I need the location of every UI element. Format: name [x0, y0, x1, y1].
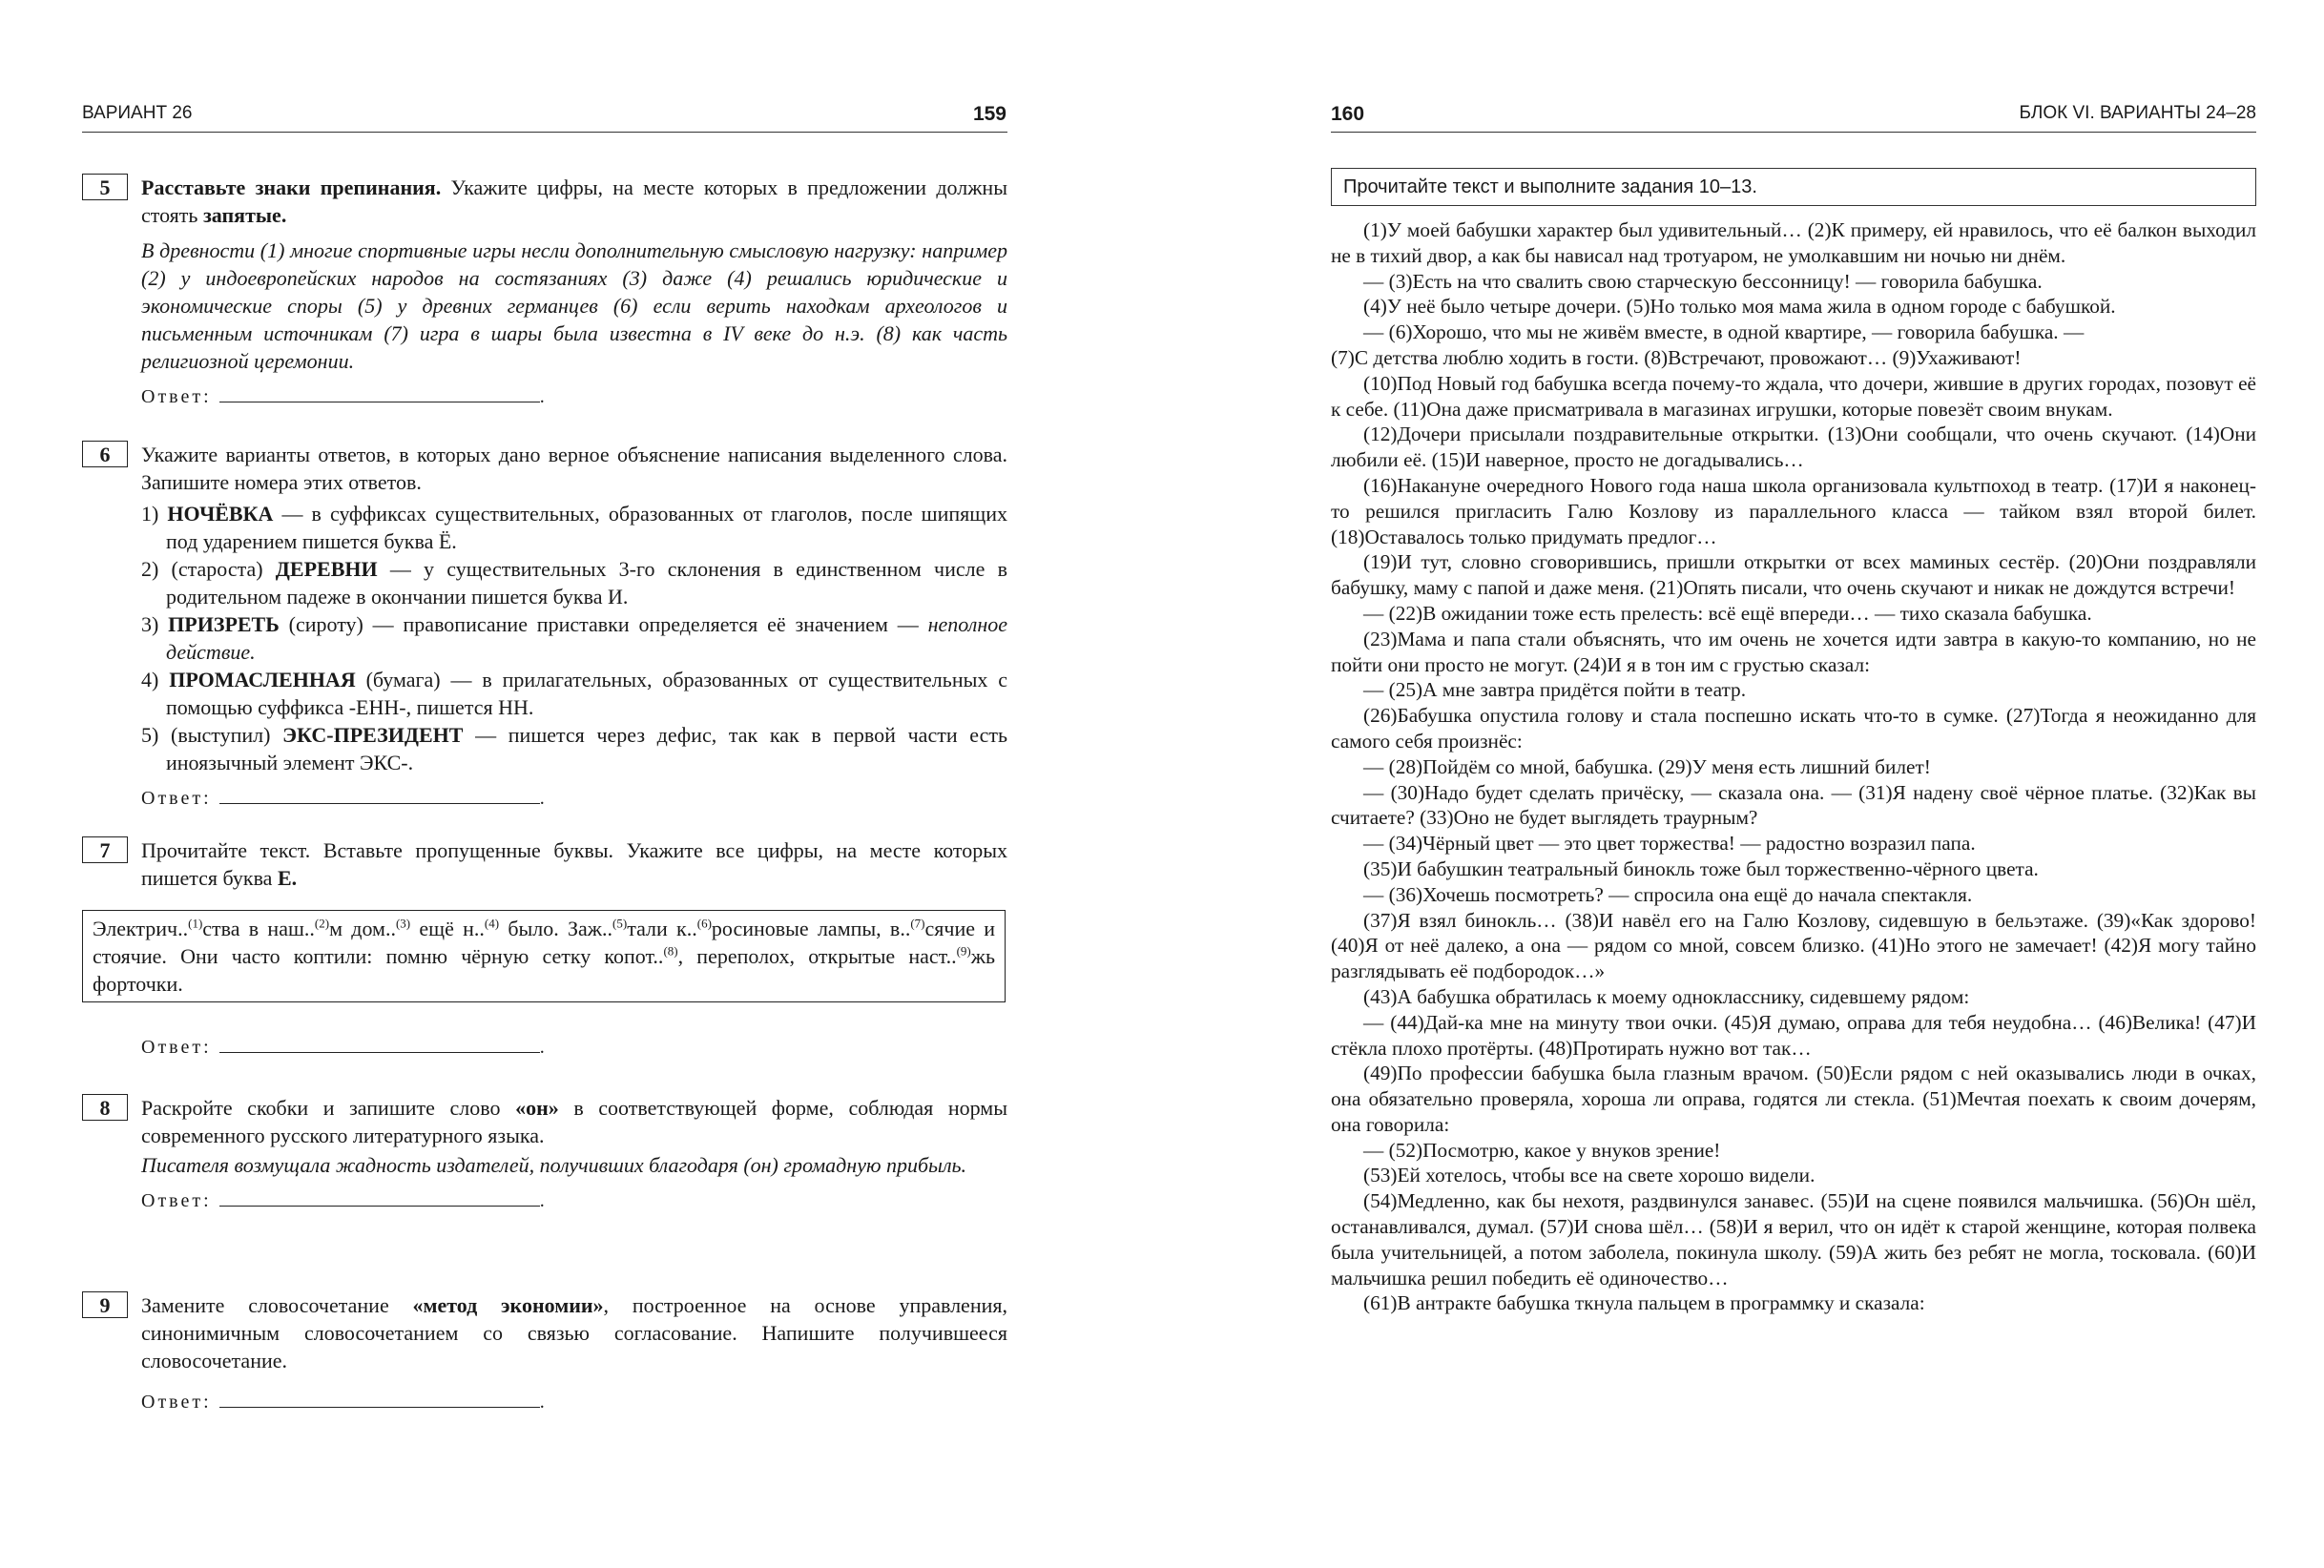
story-paragraph: — (3)Есть на что свалить свою старческую бессонницу! — говорила бабушка.	[1363, 269, 2043, 293]
answer-option: 1) НОЧЁВКА — в суффиксах существительных, образованных от глаголов, после шипящих под ударением пишется буква Ё.	[141, 502, 1007, 553]
page-number-left: 159	[972, 103, 1006, 125]
task-sentence: Писателя возмущала жадность издателей, получивших благодаря (он) громадную прибыль.	[141, 1153, 967, 1177]
story-paragraph: (16)Накануне очередного Нового года наша школа организовала культпоход в театр. (17)И я наконец-то решился пригласить Галю Козлову из параллельного класса — тайком взял второй билет. (18)Оставалось только придумать предлог…	[1331, 473, 2256, 548]
story-paragraph: (19)И тут, словно сговорившись, пришли открытки от всех маминых сестёр. (20)Они поздравляли бабушку, маму с папой и даже меня. (21)Опять писали, что очень скучают и никак не дождутся встречи!	[1331, 550, 2256, 600]
reading-instruction-box: Прочитайте текст и выполните задания 10–13.	[1331, 168, 2256, 206]
gap-marker: (5)	[612, 916, 628, 931]
task-number: 7	[82, 836, 128, 863]
text-fragment: росиновые лампы, в..	[711, 917, 911, 940]
task-instruction: Расставьте знаки препинания. Укажите цифры, на месте которых в предложении должны стоять запятые.	[141, 175, 1007, 227]
task-5	[82, 174, 1007, 411]
text-fragment: Электрич..	[93, 917, 189, 940]
answer-field[interactable]: Ответ: .	[141, 1186, 1007, 1215]
story-paragraph: — (25)А мне завтра придётся пойти в театр.	[1363, 678, 1747, 702]
text-fragment: было. Заж..	[499, 917, 613, 940]
gap-marker: (4)	[484, 916, 500, 931]
text-fragment: ства в наш..	[202, 917, 315, 940]
story-paragraph: (43)А бабушка обратилась к моему однокласснику, сидевшему рядом:	[1363, 984, 1970, 1008]
story-paragraph: — (34)Чёрный цвет — это цвет торжества! — радостно возразил папа.	[1363, 832, 1976, 856]
story-paragraph: (26)Бабушка опустила голову и стала поспешно искать что-то в сумке. (27)Тогда я неожиданно для самого себя произнёс:	[1331, 704, 2256, 753]
task-7-text-box	[82, 910, 1006, 1002]
task-instruction: Раскройте скобки и запишите слово «он» в соответствующей форме, соблюдая нормы современного русского литературного языка.	[141, 1096, 1007, 1147]
task-instruction: Укажите варианты ответов, в которых дано верное объяснение написания выделенного слова. Запишите номера этих ответов.	[141, 443, 1007, 494]
story-paragraph: (37)Я взял бинокль… (38)И навёл его на Галю Козлову, сидевшую в бельэтаже. (39)«Как здорово! (40)Я от неё далеко, а она — рядом со мной, совсем близко. (41)Но этого не замечает! (42)Я могу тайно разглядывать её подбородок…»	[1331, 908, 2256, 983]
gap-marker: (6)	[696, 916, 712, 931]
task-9	[82, 1291, 1007, 1416]
running-header-right: БЛОК VI. ВАРИАНТЫ 24–28	[2019, 103, 2256, 123]
story-paragraph: — (6)Хорошо, что мы не живём вместе, в одной квартире, — говорила бабушка. —	[1363, 320, 2085, 344]
story-paragraph: (1)У моей бабушки характер был удивительный… (2)К примеру, ей нравилось, что её балкон выходил не в тихий двор, а как бы нависал над тротуаром, не умолкавшим ни ночью ни днём.	[1331, 218, 2256, 267]
header-rule-left	[82, 132, 1007, 133]
story-paragraph: — (44)Дай-ка мне на минуту твои очки. (45)Я думаю, оправа для тебя неудобна… (46)Велика! (47)И стёкла плохо протёрты. (48)Протирать нужно вот так…	[1331, 1010, 2256, 1060]
text-fragment: ещё н..	[410, 917, 485, 940]
gap-marker: (2)	[314, 916, 330, 931]
text-fragment: , переполох, открытые наст..	[677, 944, 957, 968]
answer-field[interactable]: Ответ: .	[141, 382, 1007, 411]
answer-option: 3) ПРИЗРЕТЬ (сироту) — правописание приставки определяется её значением — неполное действие.	[141, 612, 1007, 664]
task-number: 5	[82, 174, 128, 200]
story-paragraph: — (36)Хочешь посмотреть? — спросила она ещё до начала спектакля.	[1363, 882, 1973, 906]
task-instruction: Прочитайте текст. Вставьте пропущенные буквы. Укажите все цифры, на месте которых пишется буква Е.	[141, 838, 1007, 890]
story-paragraph: (61)В антракте бабушка ткнула пальцем в программку и сказала:	[1363, 1291, 1925, 1315]
header-rule-right	[1331, 132, 2256, 133]
task-number: 8	[82, 1094, 128, 1121]
task-number: 9	[82, 1291, 128, 1318]
story-paragraph: — (30)Надо будет сделать причёску, — сказала она. — (31)Я надену своё чёрное платье. (32)Как вы считаете? (33)Оно не будет выглядеть траурным?	[1331, 780, 2256, 830]
text-fragment: жь форточки.	[93, 944, 995, 996]
story-paragraph: — (22)В ожидании тоже есть прелесть: всё ещё впереди… — тихо сказала бабушка.	[1363, 601, 2092, 625]
task-6	[82, 441, 1007, 813]
gap-marker: (1)	[188, 916, 203, 931]
story-paragraph: (35)И бабушкин театральный бинокль тоже был торжественно-чёрного цвета.	[1363, 856, 2039, 880]
answer-field[interactable]: Ответ: .	[141, 784, 1007, 813]
story-paragraph: (10)Под Новый год бабушка всегда почему-то ждала, что дочери, жившие в других городах, позовут её к себе. (11)Она даже присматривала в магазинах игрушки, которые повезёт своим внукам.	[1331, 371, 2256, 421]
answer-field[interactable]: Ответ: .	[141, 1033, 1007, 1062]
story-paragraph: (4)У неё было четыре дочери. (5)Но только моя мама жила в одном городе с бабушкой.	[1363, 295, 2116, 319]
task-passage: В древности (1) многие спортивные игры несли дополнительную смысловую нагрузку: например (2) у индоевропейских народов на состязаниях (3) даже (4) решались юридические и экономические споры (5) у древних германцев (6) если верить находкам археологов и письменным источникам (7) игра в шары была известна в IV веке до н.э. (8) как часть религиозной церемонии.	[141, 238, 1007, 373]
story-paragraph: (53)Ей хотелось, чтобы все на свете хорошо видели.	[1363, 1164, 1816, 1187]
task-7-answer	[82, 1025, 1007, 1062]
story-paragraph: — (28)Пойдём со мной, бабушка. (29)У меня есть лишний билет!	[1363, 754, 1931, 778]
text-fragment: м дом..	[329, 917, 396, 940]
task-instruction: Замените словосочетание «метод экономии», построенное на основе управления, синонимичным словосочетанием со связью согласование. Напишите получившееся словосочетание.	[141, 1293, 1007, 1372]
task-7	[82, 836, 1007, 892]
reading-text	[1331, 217, 2256, 1316]
answer-option: 2) (староста) ДЕРЕВНИ — у существительных 3-го склонения в единственном числе в родительном падеже в окончании пишется буква И.	[141, 557, 1007, 609]
gap-marker: (7)	[910, 916, 925, 931]
gap-marker: (9)	[956, 943, 971, 959]
gap-marker: (8)	[663, 943, 678, 959]
story-paragraph: (49)По профессии бабушка была глазным врачом. (50)Если рядом с ней оказывались люди в очках, она обязательно проверяла, хороша ли оправа, годятся ли стекла. (51)Мечтая поехать к своим дочерям, она говорила:	[1331, 1062, 2256, 1136]
running-header-left: ВАРИАНТ 26	[82, 103, 193, 123]
task-number: 6	[82, 441, 128, 467]
page-number-right: 160	[1331, 103, 1365, 125]
text-fragment: тали к..	[627, 917, 697, 940]
story-paragraph: (54)Медленно, как бы нехотя, раздвинулся занавес. (55)И на сцене появился мальчишка. (56)Он шёл, останавливался, думал. (57)И снова шёл… (58)И я верил, что он идёт к старой женщине, которая полвека была учительницей, а потом заболела, покинула школу. (59)А жить без ребят не могла, тосковала. (60)И мальчишка решил победить её одиночество…	[1331, 1189, 2256, 1289]
story-paragraph: (12)Дочери присылали поздравительные открытки. (13)Они сообщали, что очень скучают. (14)Они любили её. (15)И наверное, просто не догадывались…	[1331, 423, 2256, 472]
story-paragraph: (7)С детства люблю ходить в гости. (8)Встречают, провожают… (9)Ухаживают!	[1331, 345, 2022, 369]
answer-option: 4) ПРОМАСЛЕННАЯ (бумага) — в прилагательных, образованных от существительных с помощью суффикса -ЕНН-, пишется НН.	[141, 668, 1008, 719]
story-paragraph: (23)Мама и папа стали объяснять, что им очень не хочется идти завтра в какую-то компанию, но не пойти они просто не могут. (24)И я в тон им с грустью сказал:	[1331, 627, 2256, 676]
gap-marker: (3)	[395, 916, 411, 931]
task-8	[82, 1094, 1007, 1215]
story-paragraph: — (52)Посмотрю, какое у внуков зрение!	[1363, 1138, 1721, 1162]
answer-option: 5) (выступил) ЭКС-ПРЕЗИДЕНТ — пишется через дефис, так как в первой части есть иноязычный элемент ЭКС-.	[141, 723, 1007, 774]
answer-field[interactable]: Ответ: .	[141, 1388, 1007, 1416]
text-fragment: сячие и стоячие. Они часто коптили: помню чёрную сетку копот..	[93, 917, 996, 968]
